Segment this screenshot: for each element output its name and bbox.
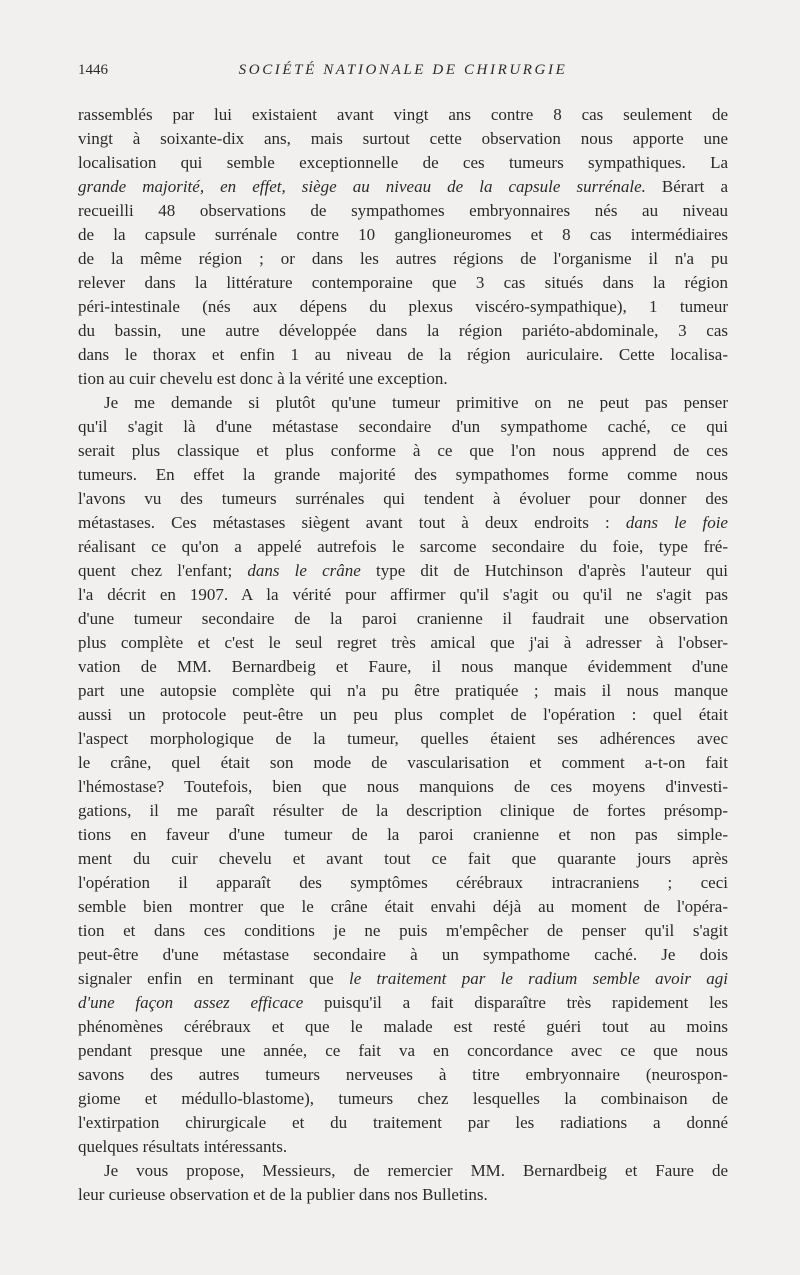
text-line: d'une tumeur secondaire de la paroi cranienne il faudrait une observation	[78, 609, 728, 628]
text-line: le crâne, quel était son mode de vascularisation et comment a-t-on fait	[78, 753, 728, 772]
text-line: métastases. Ces métastases siègent avant tout à deux endroits : dans le foie	[78, 513, 728, 532]
text-line: l'extirpation chirurgicale et du traitement par les radiations a donné	[78, 1113, 728, 1132]
text-line: l'aspect morphologique de la tumeur, quelles étaient ses adhérences avec	[78, 729, 728, 748]
page-header	[78, 62, 728, 84]
text-line: réalisant ce qu'on a appelé autrefois le sarcome secondaire du foie, type fré-	[78, 537, 728, 556]
italic-span: dans le crâne	[247, 561, 361, 580]
text-line: Je me demande si plutôt qu'une tumeur primitive on ne peut pas penser	[104, 393, 728, 412]
text-line: quent chez l'enfant; dans le crâne type dit de Hutchinson d'après l'auteur qui	[78, 561, 729, 580]
text-line: pendant presque une année, ce fait va en concordance avec ce que nous	[78, 1041, 728, 1060]
text-line: d'une façon assez efficace puisqu'il a fait disparaître très rapidement les	[78, 993, 728, 1012]
text-line: tumeurs. En effet la grande majorité des sympathomes forme comme nous	[78, 465, 728, 484]
page-number: 1446	[78, 62, 108, 78]
italic-span: le traitement par le radium semble avoir agi	[348, 969, 728, 988]
text-line: l'opération il apparaît des symptômes cérébraux intracraniens ; ceci	[78, 873, 728, 892]
text-line: qu'il s'agit là d'une métastase secondaire d'un sympathome caché, ce qui	[78, 417, 728, 436]
text-line: gations, il me paraît résulter de la description clinique de fortes présomp-	[78, 801, 728, 820]
text-line: rassemblés par lui existaient avant vingt ans contre 8 cas seulement de	[78, 105, 728, 124]
text-line: vation de MM. Bernardbeig et Faure, il nous manque évidemment d'une	[78, 657, 728, 676]
text-line: l'hémostase? Toutefois, bien que nous manquions de ces moyens d'investi-	[78, 777, 728, 796]
text-line: ment du cuir chevelu et avant tout ce fait que quarante jours après	[78, 849, 728, 868]
text-line: leur curieuse observation et de la publier dans nos Bulletins.	[78, 1185, 488, 1204]
text-line: semble bien montrer que le crâne était envahi déjà au moment de l'opéra-	[78, 897, 728, 916]
italic-span: dans le foie	[625, 513, 728, 532]
italic-span: d'une façon assez efficace	[78, 993, 304, 1012]
text-line: grande majorité, en effet, siège au niveau de la capsule surrénale. Bérart a	[78, 177, 728, 196]
text-line: signaler enfin en terminant que le traitement par le radium semble avoir agi	[78, 969, 728, 988]
text-line: dans le thorax et enfin 1 au niveau de la région auriculaire. Cette localisa-	[78, 345, 728, 364]
text-line: giome et médullo-blastome), tumeurs chez lesquelles la combinaison de	[78, 1089, 728, 1108]
text-line: de la même région ; or dans les autres régions de l'organisme il n'a pu	[78, 249, 728, 268]
text-line: l'avons vu des tumeurs surrénales qui tendent à évoluer pour donner des	[78, 489, 728, 508]
text-line: de la capsule surrénale contre 10 ganglioneuromes et 8 cas intermédiaires	[78, 225, 728, 244]
body-text	[78, 103, 728, 1207]
text-line: localisation qui semble exceptionnelle de ces tumeurs sympathiques. La	[78, 153, 728, 172]
text-line: aussi un protocole peut-être un peu plus complet de l'opération : quel était	[78, 705, 728, 724]
text-line: péri-intestinale (nés aux dépens du plexus viscéro-sympathique), 1 tumeur	[78, 297, 728, 316]
text-line: part une autopsie complète qui n'a pu être pratiquée ; mais il nous manque	[78, 681, 728, 700]
running-title: SOCIÉTÉ NATIONALE DE CHIRURGIE	[238, 62, 568, 78]
text-line: l'a décrit en 1907. A la vérité pour affirmer qu'il s'agit ou qu'il ne s'agit pas	[78, 585, 728, 604]
text-line: peut-être d'une métastase secondaire à un sympathome caché. Je dois	[78, 945, 728, 964]
text-line: tions en faveur d'une tumeur de la paroi cranienne et non pas simple-	[78, 825, 728, 844]
text-line: Je vous propose, Messieurs, de remercier MM. Bernardbeig et Faure de	[104, 1161, 728, 1180]
text-line: du bassin, une autre développée dans la région pariéto-abdominale, 3 cas	[78, 321, 728, 340]
text-line: phénomènes cérébraux et que le malade est resté guéri tout au moins	[78, 1017, 728, 1036]
text-line: serait plus classique et plus conforme à ce que l'on nous apprend de ces	[78, 441, 728, 460]
text-line: recueilli 48 observations de sympathomes embryonnaires nés au niveau	[78, 201, 728, 220]
text-line: savons des autres tumeurs nerveuses à titre embryonnaire (neurospon-	[78, 1065, 728, 1084]
text-line: quelques résultats intéressants.	[78, 1137, 288, 1156]
text-line: vingt à soixante-dix ans, mais surtout cette observation nous apporte une	[78, 129, 728, 148]
text-line: tion au cuir chevelu est donc à la vérité une exception.	[78, 369, 448, 388]
text-line: relever dans la littérature contemporaine que 3 cas situés dans la région	[78, 273, 728, 292]
text-line: tion et dans ces conditions je ne puis m'empêcher de penser qu'il s'agit	[78, 921, 728, 940]
italic-span: grande majorité, en effet, siège au niveau de la capsule surrénale.	[78, 177, 646, 196]
text-line: plus complète et c'est le seul regret très amical que j'ai à adresser à l'obser-	[78, 633, 728, 652]
